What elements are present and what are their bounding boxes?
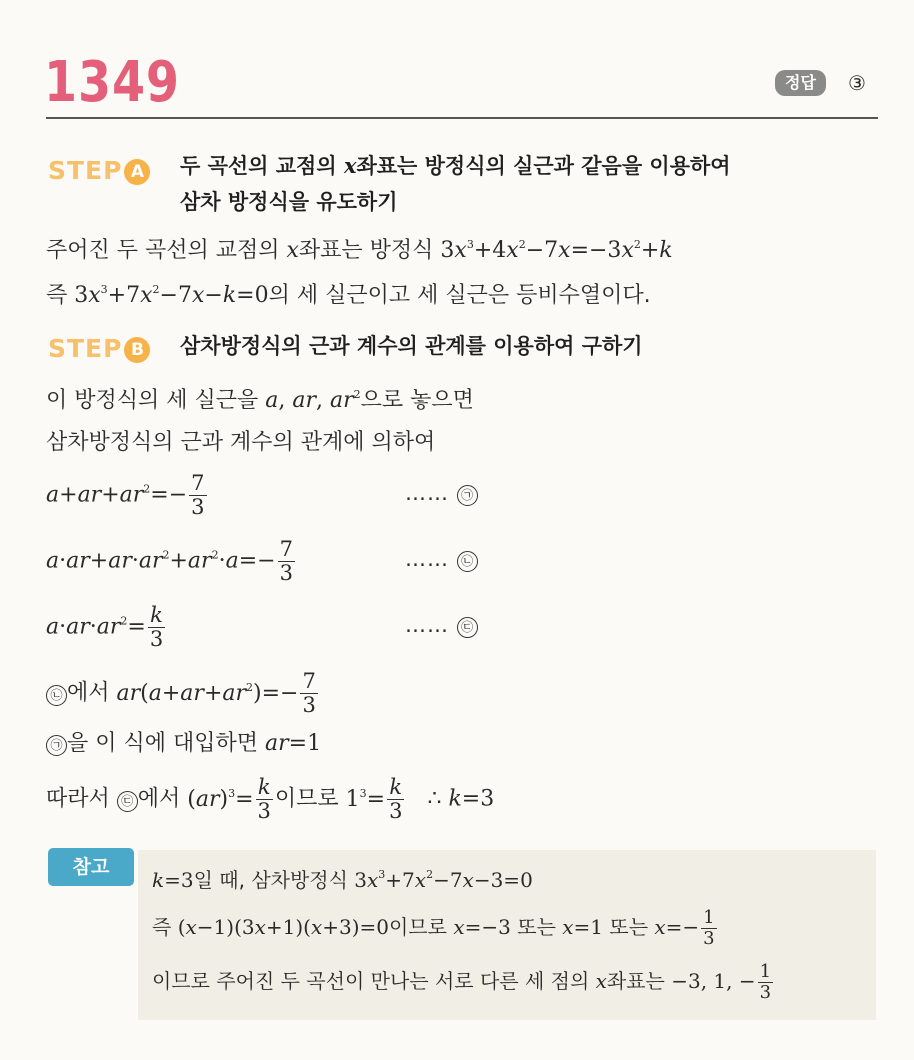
step-a-body-line2: 즉 $3x^3+7x^2-7x-k=0$의 세 실근이고 세 실근은 등비수열이다. [46,283,651,308]
note-line1: k=3일 때, 삼차방정식 $3x^3+7x^2-7x-3=0$ [152,868,533,892]
equation-2: $a\cdot ar+ar\cdot ar^2+ar^2\cdot a=-$ $\frac{7}{3}$ [46,537,293,585]
step-a-label: STEP A [48,156,150,186]
step-a-title-line2: 삼차 방정식을 유도하기 [180,190,398,214]
step-a-badge: A [124,159,150,185]
step-b-line8: 따라서 ㉢ 에서 (ar)$^3$= $\frac{k}{3}$ 이므로 $1^3=$ $\frac{k}{3}$ ∴ k=3 [46,775,495,823]
note-line3: 이므로 주어진 두 곡선이 만나는 서로 다른 세 점의 x좌표는 −3, 1, − $\frac{1}{3}$ [152,961,772,1003]
step-a-body-line1: 주어진 두 곡선의 교점의 x좌표는 방정식 $3x^3+4x^2-7x=-3x^2+k$ [46,238,673,263]
equation-3-ref: …… ㉢ [405,610,478,640]
answer-value: ③ [848,71,866,95]
step-b-line2: 삼차방정식의 근과 계수의 관계에 의하여 [46,430,436,455]
step-b-badge: B [124,337,150,363]
equation-2-ref: …… ㉡ [405,544,478,574]
problem-number: 1349 [44,50,180,115]
header-rule [46,117,878,119]
step-b-line7: ㉠ 을 이 식에 대입하면 ar=1 [46,729,321,759]
equation-3: $a\cdot ar\cdot ar^2=$ $\frac{k}{3}$ [46,603,164,651]
note-line2: 즉 (x−1)(3x+1)(x+3)=0이므로 x=−3 또는 x=1 또는 x=− $\frac{1}{3}$ [152,907,715,949]
step-b-title: 삼차방정식의 근과 계수의 관계를 이용하여 구하기 [180,334,643,358]
equation-1-ref: …… ㉠ [405,478,478,508]
answer-badge: 정답 [775,70,826,96]
step-b-line1: 이 방정식의 세 실근을 a, ar, $ar^2$으로 놓으면 [46,388,474,413]
step-a-title: 두 곡선의 교점의 x좌표는 방정식의 실근과 같음을 이용하여 [180,153,731,178]
step-b-label: STEP B [48,334,150,364]
equation-1: $a+ar+ar^2=-$ $\frac{7}{3}$ [46,471,205,519]
step-b-line6: ㉡ 에서 $ar(a+ar+ar^2)=-$ $\frac{7}{3}$ [46,670,320,717]
note-label: 참고 [48,848,134,886]
